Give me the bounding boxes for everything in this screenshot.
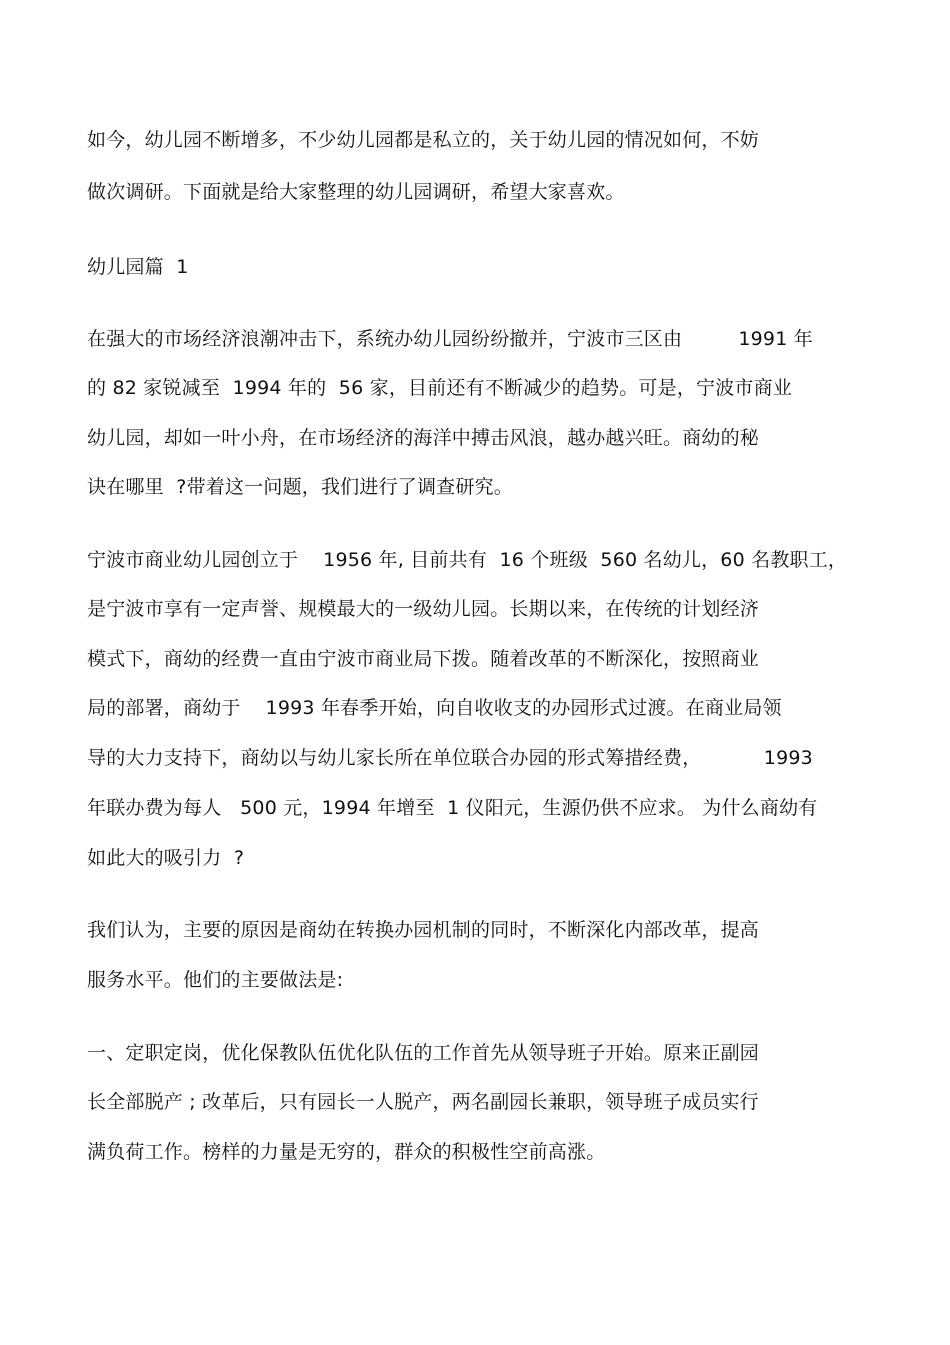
section-heading: 幼儿园篇 1: [87, 256, 189, 278]
para4-line-2: 长全部脱产 ; 改革后，只有园长一人脱产，两名副园长兼职，领导班子成员实行: [87, 1091, 759, 1113]
para2-line-1: 宁波市商业幼儿园创立于 1956 年, 目前共有 16 个班级 560 名幼儿，60 名教职工，: [87, 549, 848, 571]
para2-line-4: 局的部署，商幼于 1993 年春季开始，向自收收支的办园形式过渡。在商业局领: [87, 697, 782, 719]
para4-line-1: 一、定职定岗，优化保教队伍优化队伍的工作首先从领导班子开始。原来正副园: [87, 1042, 760, 1064]
intro-line-2: 做次调研。下面就是给大家整理的幼儿园调研，希望大家喜欢。: [87, 181, 625, 203]
para2-line-7: 如此大的吸引力 ?: [87, 847, 245, 869]
para3-line-1: 我们认为，主要的原因是商幼在转换办园机制的同时，不断深化内部改革，提高: [87, 919, 760, 941]
para2-line-5: 导的大力支持下，商幼以与幼儿家长所在单位联合办园的形式筹措经费， 1993: [87, 747, 813, 769]
para1-line-4: 诀在哪里 ?带着这一问题，我们进行了调查研究。: [87, 476, 513, 498]
para2-line-6: 年联办费为每人 500 元，1994 年增至 1 仪阳元，生源仍供不应求。 为什么商幼有: [87, 797, 818, 819]
para2-line-2: 是宁波市享有一定声誉、规模最大的一级幼儿园。长期以来，在传统的计划经济: [87, 598, 760, 620]
para2-line-3: 模式下，商幼的经费一直由宁波市商业局下拨。随着改革的不断深化，按照商业: [87, 648, 760, 670]
para4-line-3: 满负荷工作。榜样的力量是无穷的，群众的积极性空前高涨。: [87, 1141, 606, 1163]
para1-line-2: 的 82 家锐减至 1994 年的 56 家，目前还有不断减少的趋势。可是，宁波市商业: [87, 377, 793, 399]
para3-line-2: 服务水平。他们的主要做法是:: [87, 969, 344, 991]
intro-line-1: 如今，幼儿园不断增多，不少幼儿园都是私立的，关于幼儿园的情况如何，不妨: [87, 129, 760, 151]
para1-line-1: 在强大的市场经济浪潮冲击下，系统办幼儿园纷纷撤并，宁波市三区由 1991 年: [87, 328, 813, 350]
para1-line-3: 幼儿园，却如一叶小舟，在市场经济的海洋中搏击风浪，越办越兴旺。商幼的秘: [87, 427, 760, 449]
